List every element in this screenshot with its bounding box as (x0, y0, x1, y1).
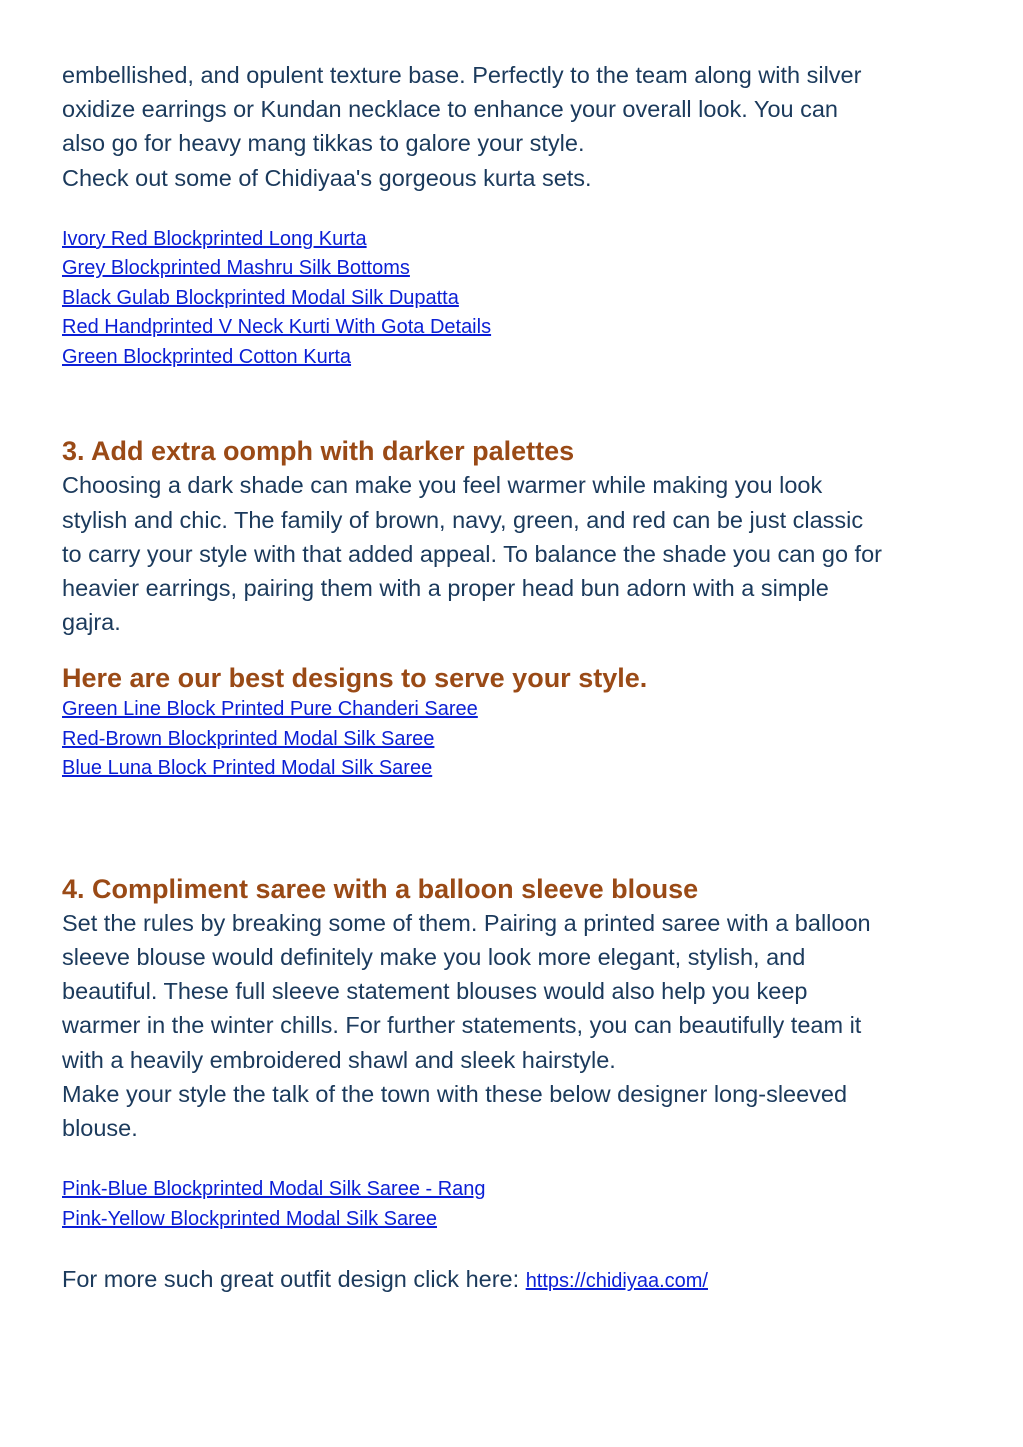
list-item (62, 254, 962, 284)
list-item (62, 1205, 962, 1235)
product-link[interactable]: Ivory Red Blockprinted Long Kurta (62, 227, 367, 250)
list-item (62, 725, 962, 755)
section3-line: heavier earrings, pairing them with a proper head bun adorn with a simple (62, 574, 829, 601)
section4-line: with a heavily embroidered shawl and sleek hairstyle. (62, 1046, 616, 1073)
intro-line: oxidize earrings or Kundan necklace to enhance your overall look. You can (62, 96, 839, 123)
product-link[interactable]: Blue Luna Block Printed Modal Silk Saree (62, 757, 433, 780)
section3-line: Choosing a dark shade can make you feel warmer while making you look (62, 472, 823, 499)
section4-line: sleeve blouse would definitely make you look more elegant, stylish, and (62, 944, 806, 971)
kurta-links-list (62, 225, 962, 373)
section4-paragraph (62, 906, 962, 1145)
intro-line: also go for heavy mang tikkas to galore your style. (62, 130, 585, 157)
section4-heading: 4. Compliment saree with a balloon sleeve blouse (62, 873, 699, 904)
intro-paragraph (62, 58, 962, 195)
section4-links-list (62, 1175, 962, 1234)
intro-line: embellished, and opulent texture base. Perfectly to the team along with silver (62, 62, 862, 88)
product-link[interactable]: Pink-Yellow Blockprinted Modal Silk Saree (62, 1207, 437, 1230)
product-link[interactable]: Pink-Blue Blockprinted Modal Silk Saree - Rang (62, 1178, 486, 1201)
list-item (62, 343, 962, 373)
section3-heading: 3. Add extra oomph with darker palettes (62, 436, 575, 467)
section4-line: Set the rules by breaking some of them. Pairing a printed saree with a balloon (62, 909, 871, 936)
list-item (62, 284, 962, 314)
footer-text: For more such great outfit design click here: (62, 1266, 526, 1293)
intro-line: Check out some of Chidiyaa's gorgeous kurta sets. (62, 164, 592, 191)
footer-line (62, 1262, 962, 1298)
website-link[interactable]: https://chidiyaa.com/ (525, 1270, 708, 1293)
product-link[interactable]: Green Blockprinted Cotton Kurta (62, 345, 352, 368)
product-link[interactable]: Red Handprinted V Neck Kurti With Gota Details (62, 316, 492, 339)
section3-line: stylish and chic. The family of brown, navy, green, and red can be just classic (62, 506, 864, 533)
product-link[interactable]: Black Gulab Blockprinted Modal Silk Dupatta (62, 286, 459, 309)
list-item (62, 754, 962, 784)
section3-links-list (62, 695, 962, 784)
section3-subheading: Here are our best designs to serve your style. (62, 663, 648, 694)
section4-line: warmer in the winter chills. For further statements, you can beautifully team it (62, 1012, 862, 1039)
section4-line: blouse. (62, 1115, 138, 1142)
list-item (62, 313, 962, 343)
list-item (62, 225, 962, 255)
section3-paragraph (62, 468, 962, 639)
section3-line: gajra. (62, 609, 121, 636)
section4-line: Make your style the talk of the town with these below designer long-sleeved (62, 1080, 848, 1107)
section4-line: beautiful. These full sleeve statement blouses would also help you keep (62, 978, 808, 1005)
list-item (62, 695, 962, 725)
product-link[interactable]: Red-Brown Blockprinted Modal Silk Saree (62, 727, 435, 750)
product-link[interactable]: Grey Blockprinted Mashru Silk Bottoms (62, 257, 410, 280)
section3-line: to carry your style with that added appeal. To balance the shade you can go for (62, 540, 882, 567)
product-link[interactable]: Green Line Block Printed Pure Chanderi Saree (62, 698, 478, 721)
list-item (62, 1175, 962, 1205)
document-page (62, 58, 962, 1298)
